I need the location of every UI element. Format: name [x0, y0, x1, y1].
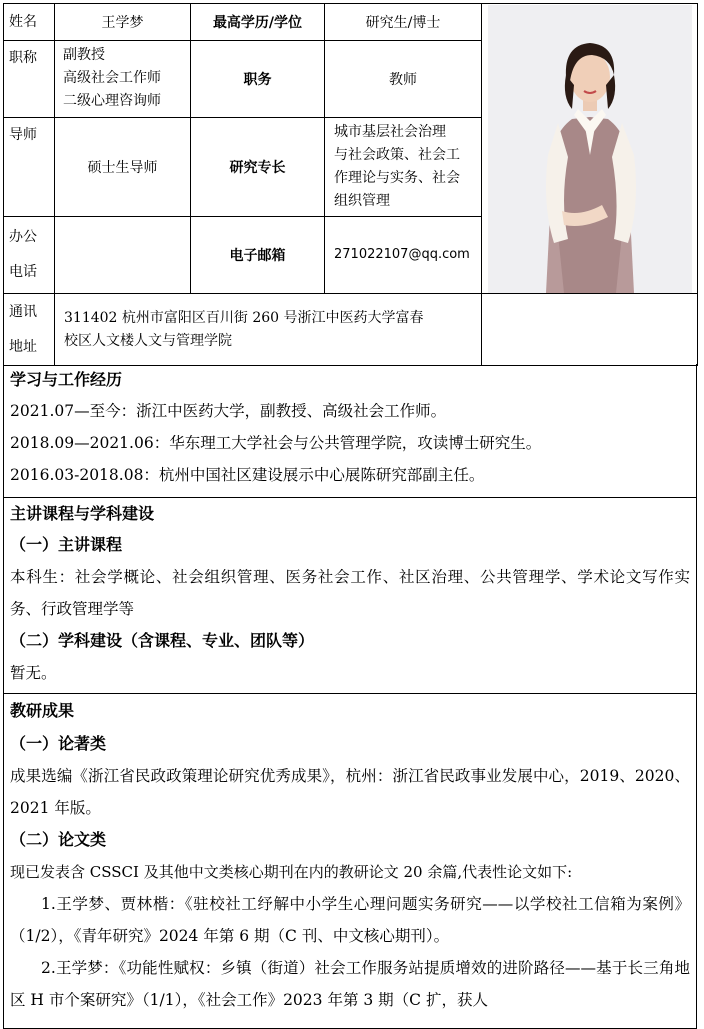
profile-table [3, 3, 698, 366]
address-value: 311402 杭州市富阳区百川街 260 号浙江中医药大学富春 校区人文楼人文与管理学院 [55, 294, 482, 366]
address-label: 通讯 地址 [4, 294, 55, 366]
name-label: 姓名 [4, 4, 55, 41]
address-empty-cell [482, 294, 698, 366]
courses-discipline-text: 暂无。 [10, 664, 57, 682]
experience-section [3, 364, 697, 498]
courses-subtitle-discipline: （二）学科建设（含课程、专业、团队等） [10, 631, 315, 650]
research-subtitle-papers: （二）论文类 [10, 830, 107, 849]
paper-item: 2.王学梦：《功能性赋权：乡镇（街道）社会工作服务站提质增效的进阶路径——基于长三角地区 H 市个案研究》（1/1），《社会工作》2023 年第 3 期（C 扩，获人 [10, 959, 690, 1009]
mentor-label: 导师 [4, 117, 55, 216]
education-label: 最高学历/学位 [191, 4, 325, 41]
research-papers-intro: 现已发表含 CSSCI 及其他中文类核心期刊在内的教研论文 20 余篇,代表性论文如下: [10, 863, 573, 881]
experience-item: 2021.07—至今：浙江中医药大学，副教授、高级社会工作师。 [10, 402, 447, 420]
phone-label: 办公 电话 [4, 216, 55, 293]
research-section [3, 694, 697, 1029]
experience-title: 学习与工作经历 [10, 370, 123, 389]
email-label: 电子邮箱 [191, 216, 325, 293]
courses-section [3, 498, 697, 694]
research-subtitle-books: （一）论著类 [10, 734, 107, 753]
courses-teaching-text: 本科生：社会学概论、社会组织管理、医务社会工作、社区治理、公共管理学、学术论文写作实务、行政管理学等 [10, 568, 690, 618]
courses-subtitle-teaching: （一）主讲课程 [10, 535, 123, 554]
phone-value [55, 216, 191, 293]
research-books-text: 成果选编《浙江省民政政策理论研究优秀成果》，杭州：浙江省民政事业发展中心，2019、2020、2021 年版。 [10, 767, 690, 817]
name-value: 王学梦 [55, 4, 191, 41]
mentor-value: 硕士生导师 [55, 117, 191, 216]
research-value: 城市基层社会治理 与社会政策、社会工 作理论与实务、社会 组织管理 [325, 117, 482, 216]
education-value: 研究生/博士 [325, 4, 482, 41]
courses-title: 主讲课程与学科建设 [10, 504, 155, 523]
portrait-photo [488, 5, 692, 293]
email-value: 271022107@qq.com [325, 216, 482, 293]
position-label: 职务 [191, 40, 325, 117]
title-value: 副教授 高级社会工作师 二级心理咨询师 [55, 40, 191, 117]
experience-item: 2018.09—2021.06：华东理工大学社会与公共管理学院，攻读博士研究生。 [10, 434, 542, 452]
position-value: 教师 [325, 40, 482, 117]
research-title: 教研成果 [10, 701, 75, 720]
photo-cell [482, 4, 698, 294]
experience-item: 2016.03-2018.08：杭州中国社区建设展示中心展陈研究部副主任。 [10, 466, 485, 484]
research-label: 研究专长 [191, 117, 325, 216]
title-label: 职称 [4, 40, 55, 117]
paper-item: 1.王学梦、贾林楷：《驻校社工纾解中小学生心理问题实务研究——以学校社工信箱为案例》（1/2），《青年研究》2024 年第 6 期（C 刊、中文核心期刊）。 [10, 895, 690, 945]
